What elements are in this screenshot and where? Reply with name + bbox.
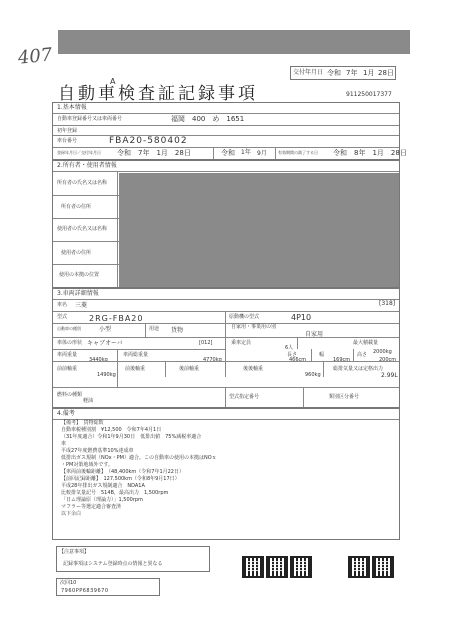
remark-line: ・PM対策地域外です。 [61, 462, 113, 468]
section-basic-info [52, 102, 407, 160]
capacity-label: 乗車定員 [231, 340, 252, 346]
length-value: 466cm [289, 357, 307, 363]
notes-text: 記録事項はシステム登録時点の情報と異なる [63, 561, 163, 567]
user-name-label: 使用者の氏名又は名称 [57, 226, 108, 232]
qr-code-icon [348, 556, 370, 578]
remark-line: 【車両前後輪距離】 （48,400km（令和7年1月22日） [61, 469, 184, 475]
issue-date-era: 令和 [327, 69, 341, 77]
owner-redaction [119, 173, 399, 287]
height-value: 200cm [379, 357, 397, 363]
engine-value: 4P10 [291, 313, 312, 322]
use-label: 用途 [149, 326, 160, 332]
reg-label: 自動車登録番号又は車両番号 [57, 116, 123, 122]
base-location-label: 使用の本拠の位置 [59, 272, 100, 278]
model-label: 初年登録 [57, 128, 78, 134]
section4-header: 4.備考 [57, 410, 75, 417]
body-label: 車体の形状 [57, 340, 83, 346]
handwritten-number: 407 [16, 44, 54, 69]
issue-date-label: 交付年月日 [293, 69, 324, 76]
remark-line: 平成28年排出ガス規制適合 NDA1A [61, 483, 145, 489]
private-label: 自家用・事業用の別 [231, 324, 277, 330]
remark-line: 比較排気量記号 514B，最高出力 1,500rpm [61, 490, 169, 496]
qr-code-icon [242, 556, 264, 578]
issue-date-month: 1月 [363, 69, 375, 77]
type-value: 2RG-FBA20 [89, 314, 144, 323]
displacement-label: 総排気量又は定格出力 [333, 366, 384, 372]
type-label: 型式 [57, 314, 68, 320]
private-value: 自家用 [305, 331, 324, 338]
first-month-year: 1年 [241, 149, 251, 156]
remark-line: （31年度適合）令和1年9月30日 低排出値 75%減税率適合 [61, 434, 202, 440]
chassis-value: FBA20-580402 [109, 136, 188, 146]
model-number-label: 型式指定番号 [229, 394, 260, 400]
use-value: 貨物 [171, 327, 184, 334]
owner-address-label: 所有者の住所 [61, 204, 92, 210]
remark-line: 「日ム理論原（理論力）」1,500rpm [61, 497, 143, 503]
rear-rear-value: 960kg [305, 372, 321, 378]
serial-number: 7960PP6839670 [61, 588, 109, 594]
front-rear-label: 前後軸重 [125, 366, 146, 372]
qr-code-icon [266, 556, 288, 578]
section-owner-info [52, 160, 400, 288]
max-load-value: 2000kg [373, 349, 392, 355]
remark-line: 【備考】 貨物総数 [61, 420, 104, 426]
remark-line: 自動車税種別割 ¥12,500 令和7年4月1日 [61, 427, 162, 433]
section2-header: 2.所有者・使用者情報 [57, 162, 117, 169]
maker-code: [318] [379, 300, 396, 307]
max-load-label: 最大積載量 [353, 340, 379, 346]
remark-line: マフラー等選定適合審査済 [61, 504, 122, 510]
reg-value: 福岡 400 め 1651 [171, 115, 245, 123]
weight-label: 車両重量 [57, 352, 78, 358]
engine-label: 原動機の型式 [229, 314, 260, 320]
issue-date-box [290, 66, 396, 80]
issue-date-day: 28日 [378, 69, 394, 77]
body-value: キャブオーバ [87, 340, 123, 347]
user-address-label: 使用者の住所 [61, 250, 92, 256]
document-number: 911250017377 [346, 91, 392, 98]
owner-name-label: 所有者の氏名又は名称 [57, 180, 108, 186]
section1-header: 1.基本情報 [57, 104, 87, 111]
document-title: 自動車検査証記録事項 [58, 84, 258, 104]
width-value: 169cm [333, 357, 351, 363]
issue-date-year: 7年 [346, 69, 358, 77]
fuel-value: 軽油 [83, 398, 94, 404]
remark-line: 【前回記録距離】 127,500km（令和8年9月17日） [61, 476, 180, 482]
maker-label: 車名 [57, 302, 68, 308]
chassis-label: 車台番号 [57, 138, 78, 144]
header-redaction [58, 30, 410, 54]
remark-line: 以下余白 [61, 511, 82, 517]
notes-box [56, 546, 210, 572]
class-number-label: 類別区分番号 [329, 394, 360, 400]
remark-line: 平成27年度燃費基準10%達成車 [61, 448, 134, 454]
gross-value: 4770kg [203, 357, 222, 363]
serial-label: 次回10 [60, 580, 77, 586]
length-label: 長さ [287, 352, 298, 358]
title-mark: A [110, 77, 116, 86]
weight-value: 3440kg [89, 357, 108, 363]
first-reg-value: 令和 7年 1月 28日 [117, 149, 191, 157]
qr-code-icon [372, 556, 394, 578]
rear-rear-label: 後後軸重 [243, 366, 264, 372]
remark-line: 低排出ガス規制（NOx・PM）適合。この自動車の使用の本拠はNOｘ [61, 455, 217, 461]
era-short: 令和 [221, 149, 235, 157]
remark-line: 車 [61, 441, 67, 447]
first-reg-label: 登録年月日／交付年月日 [57, 150, 101, 155]
section-vehicle-details [52, 288, 400, 408]
front-front-label: 前前軸重 [57, 366, 78, 372]
displacement-value: 2.99L [381, 372, 398, 379]
width-label: 幅 [319, 352, 325, 358]
section3-header: 3.車両詳細情報 [57, 290, 99, 297]
notes-header: 【注意事項】 [59, 549, 90, 555]
kind-label: 自動車の種別 [57, 326, 81, 331]
kind-value: 小型 [99, 326, 112, 333]
fuel-label: 燃料の種類 [57, 392, 83, 398]
expiry-label: 有効期間の満了する日 [278, 150, 318, 155]
maker-value: 三菱 [75, 302, 88, 309]
first-month: 9月 [257, 150, 267, 157]
gross-label: 車両総重量 [123, 352, 149, 358]
body-code: [012] [199, 340, 213, 346]
front-front-value: 1490kg [97, 372, 116, 378]
capacity-value: 6人 [285, 345, 294, 351]
rear-front-label: 後前軸重 [179, 366, 200, 372]
serial-box [56, 578, 160, 596]
section-remarks [52, 408, 400, 540]
height-label: 高さ [357, 352, 368, 358]
expiry-value: 令和 8年 1月 28日 [333, 149, 407, 157]
qr-code-icon [290, 556, 312, 578]
